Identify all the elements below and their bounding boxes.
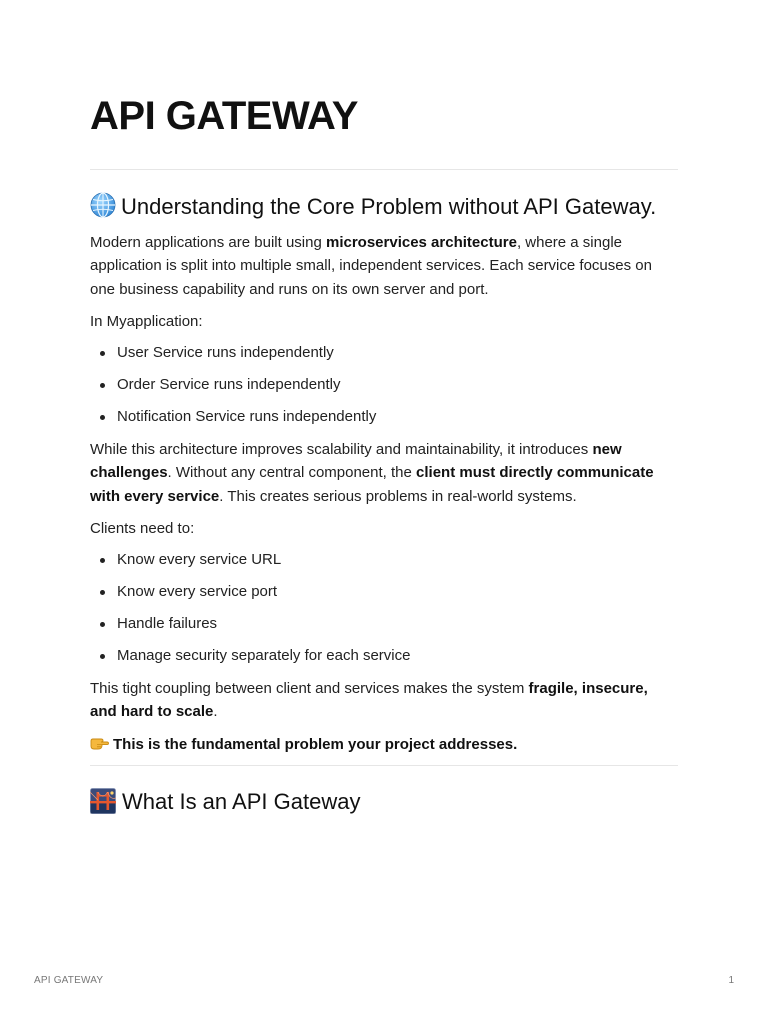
intro-paragraph [90, 231, 678, 301]
challenge-text-1: While this architecture improves scalability and maintainability, it introduces [90, 441, 593, 459]
section-heading-core-problem [90, 192, 678, 221]
list-item: Order Service runs independently [117, 373, 678, 396]
list-item: Know every service port [117, 580, 678, 603]
challenge-paragraph [90, 438, 678, 508]
app-label: In Myapplication: [90, 313, 203, 331]
list-item: Manage security separately for each service [117, 644, 678, 667]
section-heading-text: Understanding the Core Problem without API Gateway. [121, 194, 657, 219]
coupling-paragraph [90, 677, 678, 724]
list-item: Know every service URL [117, 548, 678, 571]
intro-text-2: , where a single application is split into multiple small, independent services. Each service focuses on one business capability and runs on its own server and port. [90, 234, 652, 298]
callout [90, 733, 678, 756]
list-item: User Service runs independently [117, 341, 678, 364]
client-needs-list [90, 548, 678, 667]
challenge-bold-1: new challenges [90, 441, 622, 482]
list-item: Notification Service runs independently [117, 405, 678, 428]
coupling-text-1: This tight coupling between client and services makes the system [90, 680, 529, 698]
challenge-text-2: . Without any central component, the [167, 464, 417, 482]
section-heading-what-is [90, 788, 678, 816]
bridge-icon [90, 788, 116, 814]
challenge-bold-2: client must directly communicate with every service [90, 464, 654, 505]
callout-text: This is the fundamental problem your project addresses. [113, 735, 518, 753]
title-divider [90, 169, 678, 170]
globe-icon [90, 192, 116, 218]
pointing-hand-icon [90, 736, 109, 750]
footer-title: API GATEWAY [34, 975, 104, 986]
section-divider [90, 765, 678, 766]
challenge-text-3: . This creates serious problems in real-world systems. [219, 487, 577, 505]
services-list [90, 341, 678, 428]
clients-label: Clients need to: [90, 520, 195, 538]
page-number: 1 [728, 975, 734, 986]
list-item: Handle failures [117, 612, 678, 635]
page-content [90, 92, 678, 816]
coupling-text-2: . [213, 703, 218, 721]
intro-text-1: Modern applications are built using [90, 234, 326, 251]
section-heading-text: What Is an API Gateway [122, 789, 361, 815]
intro-bold-1: microservices architecture [325, 234, 517, 251]
page-title: API GATEWAY [90, 94, 358, 138]
coupling-bold-1: fragile, insecure, and hard to scale [90, 680, 648, 721]
